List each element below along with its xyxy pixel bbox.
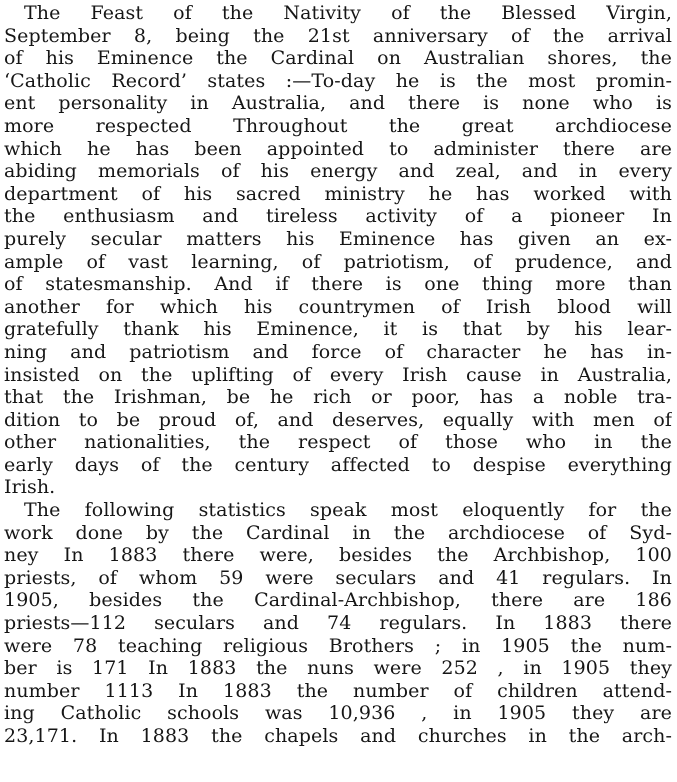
paragraph-2: [4, 499, 672, 748]
text-line: the enthusiasm and tireless activity of a pioneer In: [4, 205, 672, 228]
text-line: department of his sacred ministry he has worked with: [4, 182, 672, 205]
text-line: September 8, being the 21st anniversary of the arrival: [4, 24, 672, 47]
text-line: early days of the century affected to despise everything: [4, 453, 672, 476]
text-line: ent personality in Australia, and there is none who is: [4, 92, 672, 115]
text-line: another for which his countrymen of Irish blood will: [4, 295, 672, 318]
text-line: 1905, besides the Cardinal-Archbishop, there are 186: [4, 589, 672, 612]
text-line: of his Eminence the Cardinal on Australian shores, the: [4, 47, 672, 70]
text-line: The Feast of the Nativity of the Blessed Virgin,: [24, 2, 672, 24]
text-line: ‘Catholic Record’ states :—To-day he is the most promin-: [4, 69, 672, 92]
text-line: ing Catholic schools was 10,936 , in 1905 they are: [4, 702, 672, 725]
text-line: The following statistics speak most eloquently for the: [24, 499, 672, 522]
text-line: were 78 teaching religious Brothers ; in 1905 the num-: [4, 634, 672, 657]
text-line: Irish.: [4, 476, 56, 499]
text-line: ample of vast learning, of patriotism, of prudence, and: [4, 250, 672, 273]
text-line: priests—112 seculars and 74 regulars. In 1883 there: [4, 612, 672, 635]
text-line: which he has been appointed to administer there are: [4, 137, 672, 160]
text-line: purely secular matters his Eminence has given an ex-: [4, 227, 672, 250]
text-line: dition to be proud of, and deserves, equally with men of: [4, 408, 672, 431]
text-line: other nationalities, the respect of those who in the: [4, 431, 672, 454]
text-line: priests, of whom 59 were seculars and 41 regulars. In: [4, 566, 672, 589]
text-line: that the Irishman, be he rich or poor, has a noble tra-: [4, 386, 672, 409]
text-line: abiding memorials of his energy and zeal, and in every: [4, 160, 672, 183]
article-text: [4, 2, 672, 748]
text-line: ning and patriotism and force of character he has in-: [4, 340, 672, 363]
paragraph-1: [4, 2, 672, 499]
text-line: more respected Throughout the great archdiocese: [4, 114, 672, 137]
text-line: insisted on the uplifting of every Irish cause in Australia,: [4, 363, 672, 386]
text-line: work done by the Cardinal in the archdiocese of Syd-: [4, 521, 672, 544]
text-line: ney In 1883 there were, besides the Archbishop, 100: [4, 544, 672, 567]
text-line: gratefully thank his Eminence, it is that by his lear-: [4, 318, 672, 341]
text-line: ber is 171 In 1883 the nuns were 252 , in 1905 they: [4, 657, 672, 680]
text-line: number 1113 In 1883 the number of children attend-: [4, 679, 672, 702]
text-line: of statesmanship. And if there is one thing more than: [4, 273, 672, 296]
text-line: 23,171. In 1883 the chapels and churches in the arch-: [4, 725, 672, 747]
